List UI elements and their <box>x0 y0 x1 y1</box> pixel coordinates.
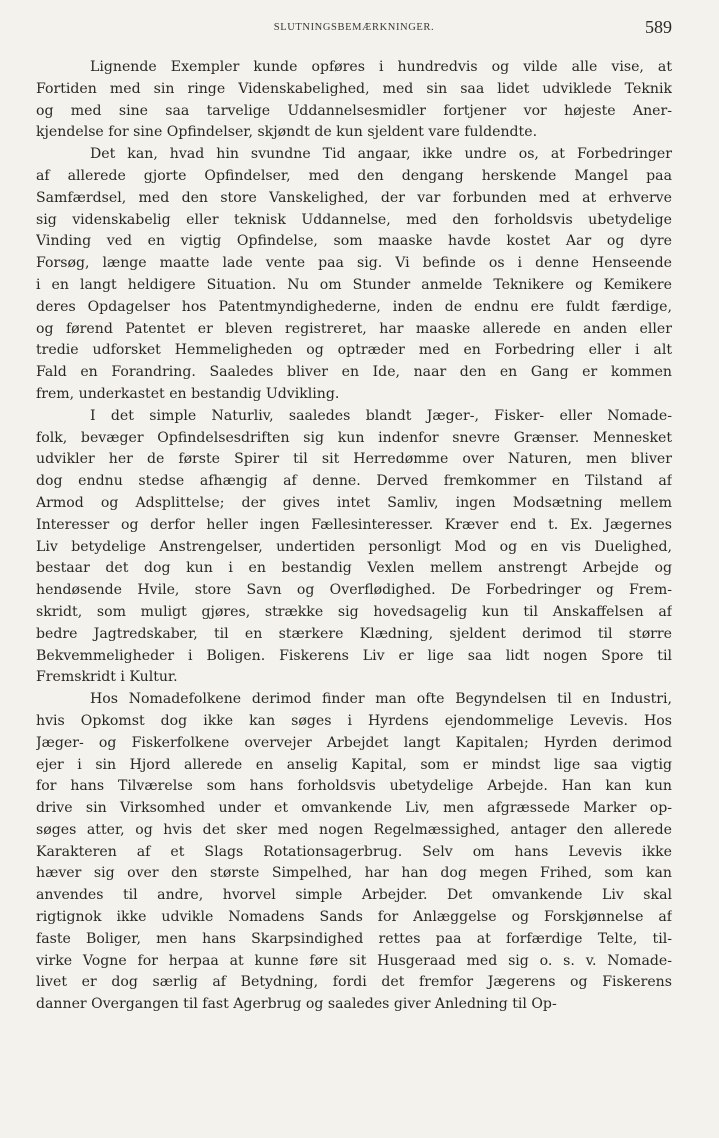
text-line: og førend Patentet er bleven registreret, har maaske allerede en anden eller <box>36 320 672 337</box>
text-line: I det simple Naturliv, saaledes blandt Jæger-, Fisker- eller Nomade- <box>90 407 672 424</box>
paragraph <box>36 689 672 1016</box>
page-number: 589 <box>645 17 672 37</box>
text-line: og med sine saa tarvelige Uddannelsesmidler fortjener vor højeste Aner- <box>36 102 672 119</box>
text-line: Fortiden med sin ringe Videnskabelighed, med sin saa lidet udviklede Teknik <box>36 80 672 97</box>
text-line: frem, underkastet en bestandig Udvikling. <box>36 385 340 402</box>
text-line: kjendelse for sine Opfindelser, skjøndt de kun sjeldent vare fuldendte. <box>36 124 538 141</box>
text-line: folk, bevæger Opfindelsesdriften sig kun indenfor snevre Grænser. Mennesket <box>36 429 672 446</box>
text-line: anvendes til andre, hvorvel simple Arbejder. Det omvankende Liv skal <box>36 887 672 904</box>
text-line: hæver sig over den største Simpelhed, har han dog megen Frihed, som kan <box>36 865 672 882</box>
text-line: Bekvemmeligheder i Boligen. Fiskerens Liv er lige saa lidt nogen Spore til <box>36 647 672 664</box>
text-line: Hos Nomadefolkene derimod finder man ofte Begyndelsen til en Industri, <box>90 691 672 708</box>
text-line: Fald en Forandring. Saaledes bliver en Ide, naar den en Gang er kommen <box>36 364 672 381</box>
text-line: for hans Tilværelse som hans forholdsvis ubetydelige Arbejde. Han kan kun <box>36 778 672 795</box>
text-line: virke Vogne for herpaa at kunne føre sit Husgeraad med sig o. s. v. Nomade- <box>36 952 672 969</box>
paragraph <box>36 406 672 689</box>
text-line: ejer i sin Hjord allerede en anselig Kapital, som er mindst lige saa vigtig <box>36 756 672 773</box>
text-line: Fremskridt i Kultur. <box>36 669 178 686</box>
text-line: søges atter, og hvis det sker med nogen Regelmæssighed, antager den allerede <box>36 821 672 838</box>
text-line: tredie udforsket Hemmeligheden og optræder med en Forbedring eller i alt <box>36 342 672 359</box>
text-line: bestaar det dog kun i en bestandig Vexlen mellem anstrengt Arbejde og <box>36 560 672 577</box>
text-line: i en langt heldigere Situation. Nu om Stunder anmelde Teknikere og Kemikere <box>36 276 672 293</box>
text-line: hvis Opkomst dog ikke kan søges i Hyrdens ejendommelige Levevis. Hos <box>36 712 672 729</box>
text-line: skridt, som muligt gjøres, strække sig hovedsagelig kun til Anskaffelsen af <box>36 603 672 620</box>
text-line: dog endnu stedse afhængig af denne. Derved fremkommer en Tilstand af <box>36 473 672 490</box>
text-line: udvikler her de første Spirer til sit Herredømme over Naturen, men bliver <box>36 451 672 468</box>
paragraph <box>36 144 672 406</box>
text-line: sig videnskabelig eller teknisk Uddannelse, med den forholdsvis ubetydelige <box>36 211 672 228</box>
text-line: drive sin Virksomhed under et omvankende Liv, men afgræssede Marker op- <box>36 800 672 817</box>
text-line: Interesser og derfor heller ingen Fællesinteresser. Kræver end t. Ex. Jægernes <box>36 516 672 533</box>
text-line: Forsøg, længe maatte lade vente paa sig. Vi befinde os i denne Henseende <box>36 255 672 272</box>
text-line: Det kan, hvad hin svundne Tid angaar, ikke undre os, at Forbedringer <box>90 146 672 163</box>
text-line: Liv betydelige Anstrengelser, undertiden personligt Mod og en vis Duelighed, <box>36 538 672 555</box>
text-line: faste Boliger, men hans Skarpsindighed rettes paa at forfærdige Telte, til- <box>36 930 672 947</box>
text-line: livet er dog særlig af Betydning, fordi det fremfor Jægerens og Fiskerens <box>36 974 672 991</box>
text-line: Samfærdsel, med den store Vanskelighed, der var forbunden med at erhverve <box>36 189 672 206</box>
text-line: deres Opdagelser hos Patentmyndighederne, inden de endnu ere fuldt færdige, <box>36 298 672 315</box>
text-line: Lignende Exempler kunde opføres i hundredvis og vilde alle vise, at <box>90 59 672 75</box>
running-title: SLUTNINGSBEMÆRKNINGER. <box>273 22 435 33</box>
text-line: Jæger- og Fiskerfolkene overvejer Arbejdet langt Kapitalen; Hyrden derimod <box>36 734 672 751</box>
text-line: bedre Jagtredskaber, til en stærkere Klædning, sjeldent derimod til større <box>36 625 672 642</box>
paragraph <box>36 57 672 144</box>
text-line: Vinding ved en vigtig Opfindelse, som maaske havde kostet Aar og dyre <box>36 233 672 250</box>
text-line: Armod og Adsplittelse; der gives intet Samliv, ingen Modsætning mellem <box>36 494 672 511</box>
running-head <box>36 17 672 41</box>
text-line: af allerede gjorte Opfindelser, med den dengang herskende Mangel paa <box>36 167 672 184</box>
text-line: Karakteren af et Slags Rotationsagerbrug. Selv om hans Levevis ikke <box>36 843 672 860</box>
text-line: rigtignok ikke udvikle Nomadens Sands for Anlæggelse og Forskjønnelse af <box>36 909 672 926</box>
body-text <box>36 57 672 1016</box>
text-line: danner Overgangen til fast Agerbrug og saaledes giver Anledning til Op- <box>36 996 557 1013</box>
text-line: hendøsende Hvile, store Savn og Overflødighed. De Forbedringer og Frem- <box>36 582 672 599</box>
